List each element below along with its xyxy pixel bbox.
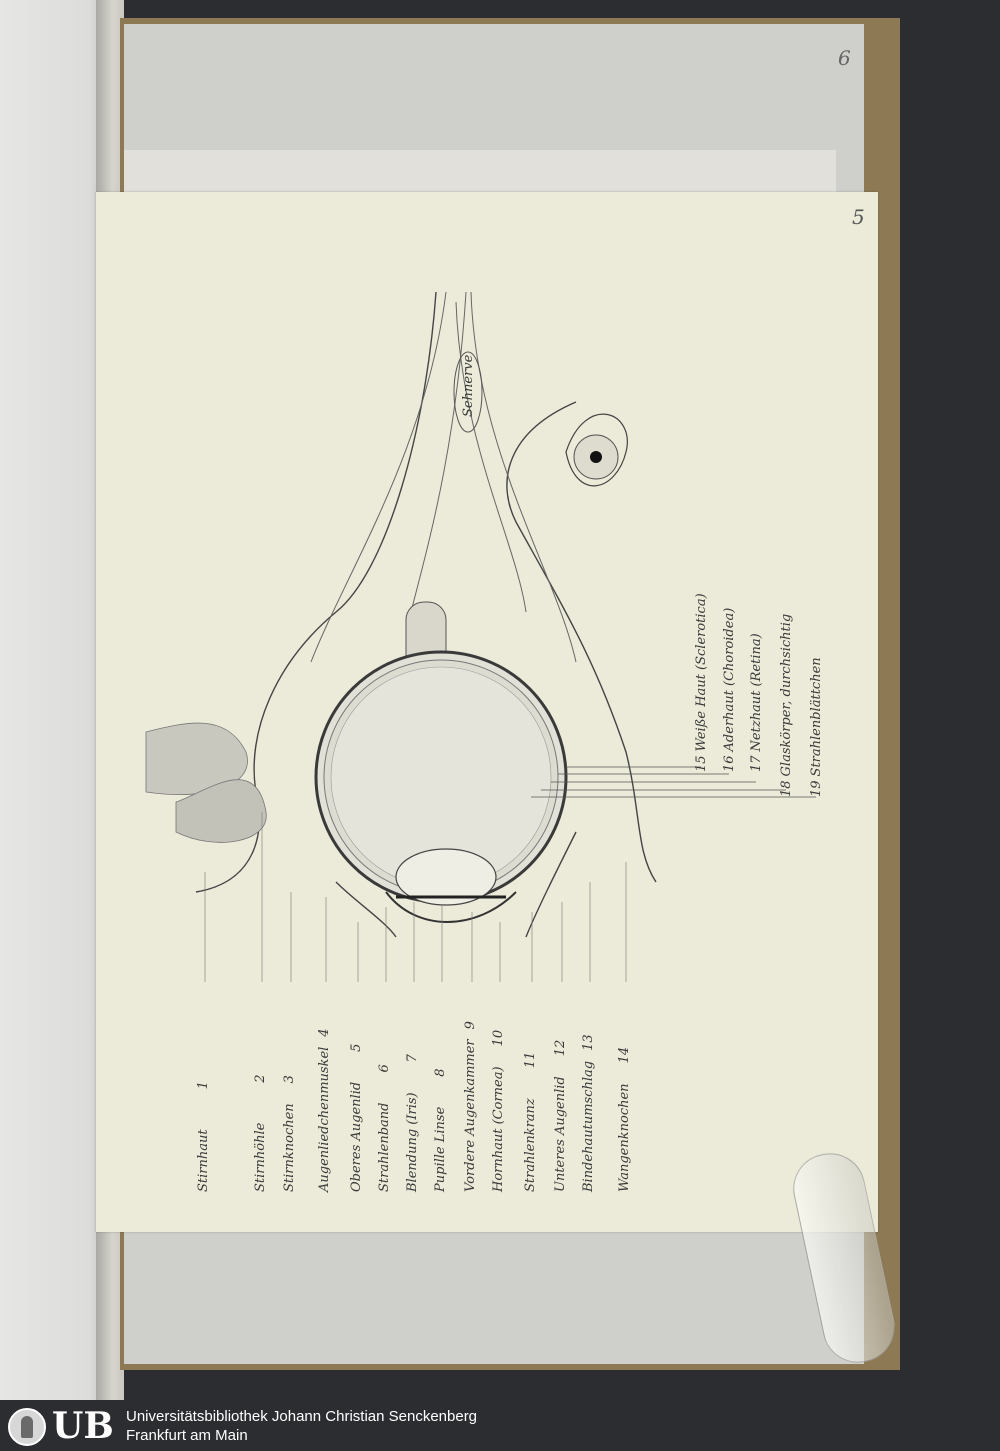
senckenberg-seal-icon bbox=[8, 1408, 46, 1446]
institution-name: Universitätsbibliothek Johann Christian Senckenberg bbox=[126, 1408, 478, 1425]
muscle-lower-b bbox=[456, 302, 526, 612]
label-8: Pupille Linse8 bbox=[433, 1068, 448, 1192]
institution-city: Frankfurt am Main bbox=[126, 1427, 248, 1444]
frontal-eye-pupil bbox=[590, 451, 602, 463]
label-6: Strahlenband6 bbox=[377, 1064, 392, 1192]
label-3: Stirnknochen3 bbox=[282, 1075, 297, 1192]
label-15: 15Weiße Haut (Sclerotica) bbox=[694, 593, 709, 772]
label-17: 17Netzhaut (Retina) bbox=[749, 633, 764, 772]
label-4: Augenliedchenmuskel4 bbox=[317, 1028, 332, 1192]
muscle-lower-a bbox=[471, 292, 576, 662]
pencil-folio-top: 6 bbox=[838, 46, 851, 70]
footer-bar bbox=[0, 1400, 1000, 1451]
label-18: 18Glaskörper, durchsichtig bbox=[779, 613, 794, 797]
label-5: Oberes Augenlid5 bbox=[349, 1043, 364, 1192]
label-2: Stirnhöhle2 bbox=[253, 1074, 268, 1192]
eye-cross-section-engraving bbox=[96, 192, 878, 1232]
label-19: 19Strahlenblättchen bbox=[809, 657, 824, 797]
label-13: Bindehautumschlag13 bbox=[581, 1034, 596, 1192]
label-11: Strahlenkranz11 bbox=[523, 1051, 538, 1192]
nerve-label: Sehnerve bbox=[461, 354, 476, 417]
right-labels bbox=[694, 593, 824, 797]
label-1: Stirnhaut1 bbox=[196, 1081, 211, 1192]
label-14: Wangenknochen14 bbox=[617, 1046, 632, 1192]
library-logo[interactable] bbox=[8, 1405, 116, 1447]
label-12: Unteres Augenlid12 bbox=[553, 1039, 568, 1192]
left-labels bbox=[196, 1021, 632, 1193]
label-10: Hornhaut (Cornea)10 bbox=[491, 1029, 506, 1192]
label-9: Vordere Augenkammer9 bbox=[463, 1021, 478, 1192]
label-7: Blendung (Iris)7 bbox=[405, 1054, 420, 1192]
pencil-folio-plate: 5 bbox=[852, 205, 865, 229]
logo-text: UB bbox=[52, 1405, 114, 1447]
label-16: 16Aderhaut (Choroidea) bbox=[722, 607, 737, 772]
